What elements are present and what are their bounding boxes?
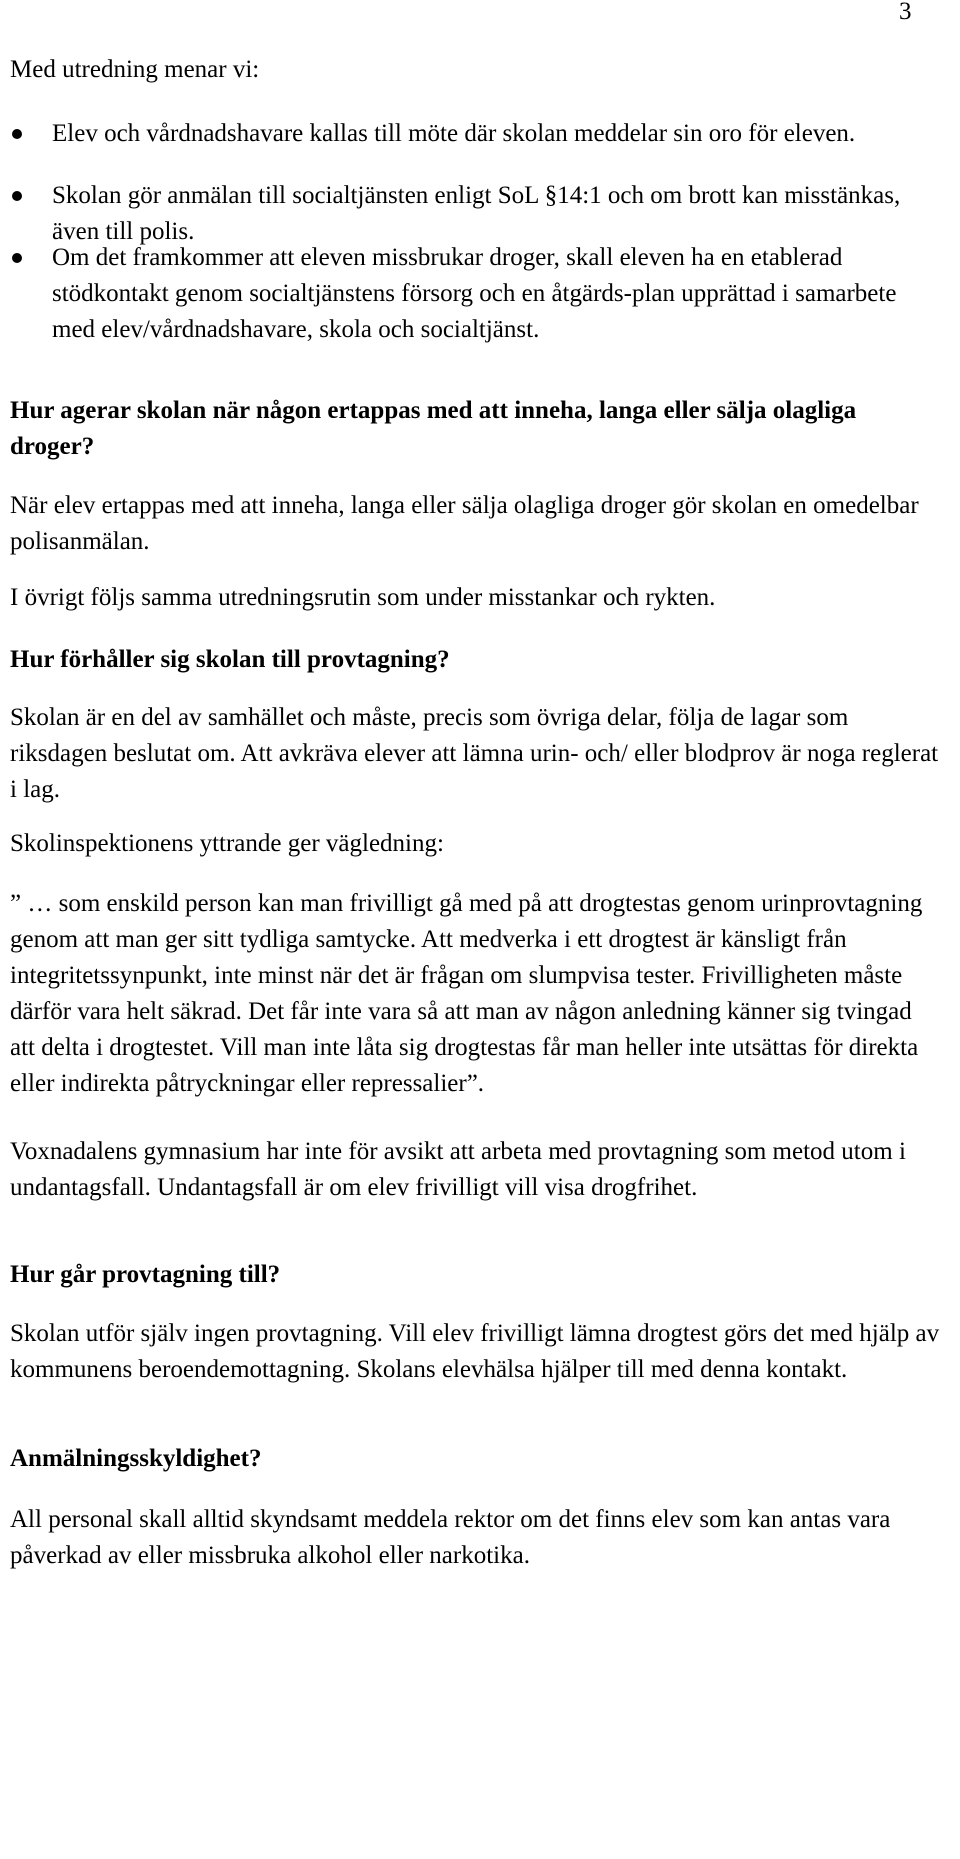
paragraph: I övrigt följs samma utredningsrutin som under misstankar och rykten. bbox=[10, 584, 716, 611]
section-heading: Anmälningsskyldighet? bbox=[10, 1445, 262, 1472]
list-item: Om det framkommer att eleven missbrukar droger, skall eleven ha en etablerad stödkontakt genom socialtjänstens försorg och en åtgärds-plan upprättad i samarbete med elev/vårdnadshavare, skola och socialtjänst. bbox=[10, 240, 940, 348]
section-heading: Hur förhåller sig skolan till provtagning? bbox=[10, 646, 450, 673]
paragraph: Skolan är en del av samhället och måste, precis som övriga delar, följa de lagar som riksdagen beslutat om. Att avkräva elever att lämna urin- och/ eller blodprov är noga reglerat i lag. bbox=[10, 704, 939, 803]
paragraph: När elev ertappas med att inneha, langa eller sälja olagliga droger gör skolan en omedelbar polisanmälan. bbox=[10, 492, 919, 555]
paragraph: Skolinspektionens yttrande ger vägledning: bbox=[10, 830, 444, 857]
paragraph: Voxnadalens gymnasium har inte för avsikt att arbeta med provtagning som metod utom i undantagsfall. Undantagsfall är om elev frivilligt vill visa drogfrihet. bbox=[10, 1138, 906, 1201]
paragraph: All personal skall alltid skyndsamt meddela rektor om det finns elev som kan antas vara påverkad av eller missbruka alkohol eller narkotika. bbox=[10, 1506, 891, 1569]
quote-paragraph: ” … som enskild person kan man frivilligt gå med på att drogtestas genom urinprovtagning genom att man ger sitt tydliga samtycke. Att medverka i ett drogtest är känsligt från integritetssynpunkt, inte minst när det är frågan om slumpvisa tester. Frivilligheten måste därför vara helt säkrad. Det får inte vara så att man av någon anledning känner sig tvingad att delta i drogtestet. Vill man inte låta sig drogtestas får man heller inte utsättas för direkta eller indirekta påtryckningar eller repressalier”. bbox=[10, 890, 923, 1097]
section-heading: Hur går provtagning till? bbox=[10, 1261, 281, 1288]
intro-text: Med utredning menar vi: bbox=[10, 56, 260, 83]
section-heading: Hur agerar skolan när någon ertappas med att inneha, langa eller sälja olagliga droger? bbox=[10, 397, 857, 460]
list-item: Elev och vårdnadshavare kallas till möte där skolan meddelar sin oro för eleven. bbox=[10, 116, 940, 152]
list-item: Skolan gör anmälan till socialtjänsten enligt SoL §14:1 och om brott kan misstänkas, även till polis. bbox=[10, 178, 940, 250]
page-number: 3 bbox=[899, 0, 912, 25]
paragraph: Skolan utför själv ingen provtagning. Vill elev frivilligt lämna drogtest görs det med hjälp av kommunens beroendemottagning. Skolans elevhälsa hjälper till med denna kontakt. bbox=[10, 1320, 940, 1383]
